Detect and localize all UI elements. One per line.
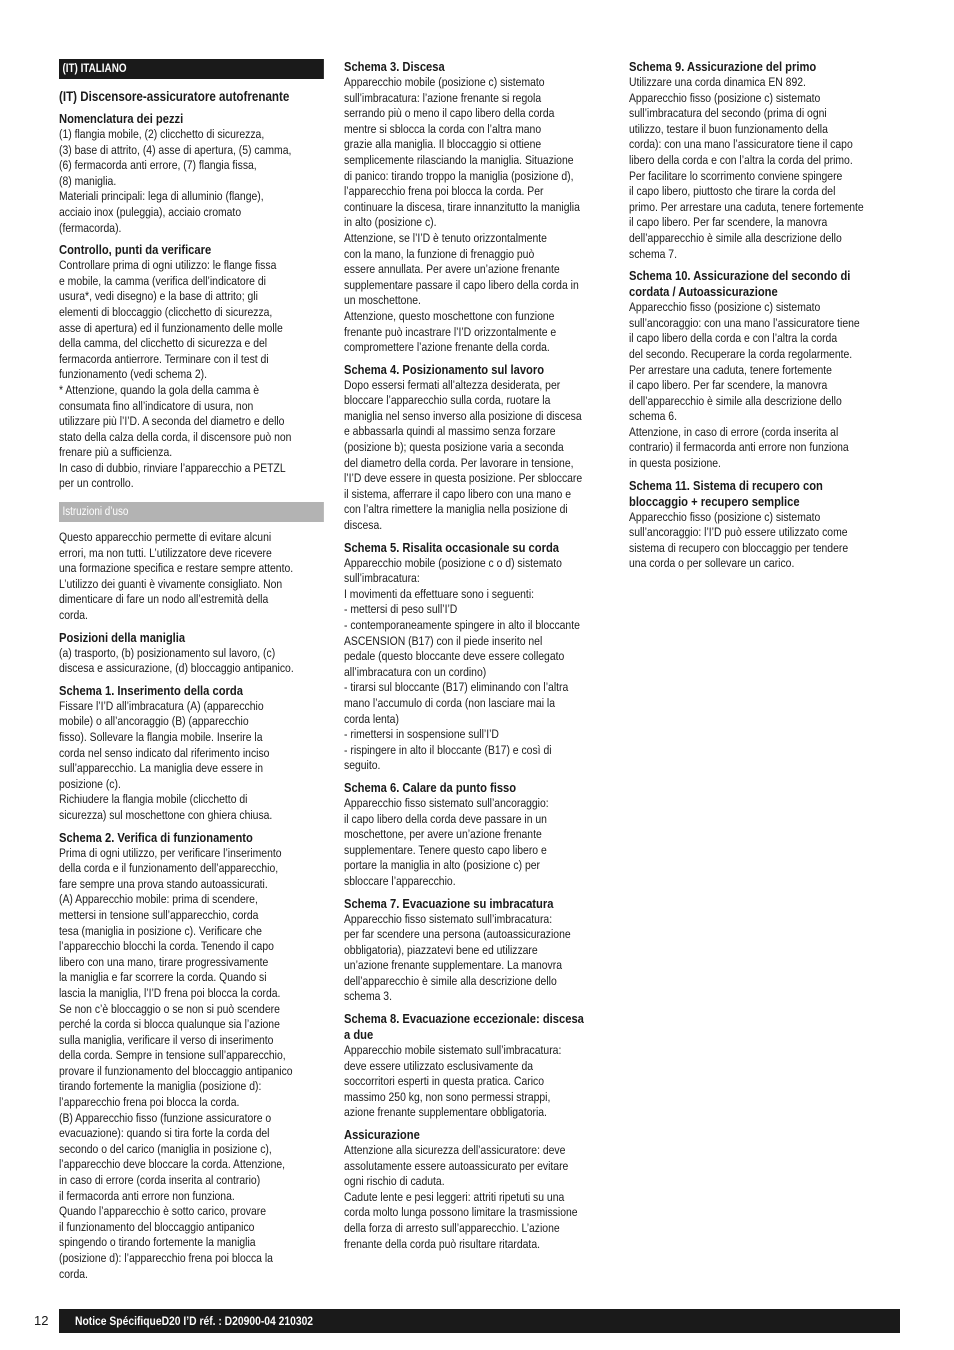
text-schema-11: Apparecchio fisso (posizione c) sistemato sull’ancoraggio: l’I’D può essere utilizzato come sistema di recupero con bloccaggio per tendere una corda o per sollevare un carico. [629, 509, 849, 571]
text-schema-7: Apparecchio fisso sistemato sull’imbracatura: per far scendere una persona (autoassicurazione obbligatoria), piazzatevi bene ed utilizzare un’azione frenante supplementare. La manovra dell’apparecchio è simile alla descrizione dello schema 3. [344, 911, 571, 1004]
text-schema-4: Dopo essersi fermati all’altezza desiderata, per bloccare l’apparecchio sulla corda, ruotare la maniglia nel senso inverso alla posizione di discesa e abbassarla quindi al massimo senza forzare (posizione b); questa posizione varia a seconda del diametro della corda. Per lavorare in tensione, l’I’D deve essere in questa posizione. Per sbloccare il sistema, afferrare il capo libero con una mano e con l’altra rimettere la maniglia nella posizione di discesa. [344, 377, 583, 533]
text-schema-1: Fissare l’I’D all’imbracatura (A) (apparecchio mobile) o all’ancoraggio (B) (apparecchio fisso). Sollevare la flangia mobile. Inserire la corda nel senso indicato dal riferimento inciso sull’apparecchio. La maniglia deve essere in posizione (c). Richiudere la flangia mobile (clicchetto di sicurezza) sul moschettone con ghiera chiusa. [59, 698, 273, 822]
heading-schema-3: Schema 3. Discesa [344, 59, 445, 74]
heading-controllo: Controllo, punti da verificare [59, 242, 212, 258]
heading-schema-2: Schema 2. Verifica di funzionamento [59, 829, 253, 845]
text-posizioni: (a) trasporto, (b) posizionamento sul lavoro, (c) discesa e assicurazione, (d) bloccaggio antipanico. [59, 645, 294, 676]
heading-schema-7: Schema 7. Evacuazione su imbracatura [344, 895, 554, 911]
heading-schema-9: Schema 9. Assicurazione del primo [629, 59, 817, 74]
heading-schema-8: Schema 8. Evacuazione eccezionale: discesa a due [344, 1011, 584, 1043]
text-schema-6: Apparecchio fisso sistemato sull’ancoraggio: il capo libero della corda deve passare in un moschettone, per avere un’azione frenante supplementare. Tenere questo capo libero e portare la maniglia in alto (posizione c) per sbloccare l’apparecchio. [344, 795, 549, 888]
footer-bar [59, 1309, 900, 1333]
heading-posizioni: Posizioni della maniglia [59, 629, 186, 645]
text-schema-9: Utilizzare una corda dinamica EN 892. Apparecchio fisso (posizione c) sistemato sull’imbracatura del secondo (prima di ogni utilizzo, testare il buon funzionamento della corda): con una mano l’assicuratore tiene il capo libero della corda e con l’altra la corda del primo. Per facilitare lo scorrimento conviene spingere il capo libero, piuttosto che tirare la corda del primo. Per arrestare una caduta, tenere fortemente il capo libero. Per far scendere, la manovra dell’apparecchio è simile alla descrizione dello schema 7. [629, 75, 864, 261]
page-number: 12 [34, 1313, 49, 1328]
heading-schema-4: Schema 4. Posizionamento sul lavoro [344, 361, 545, 377]
heading-schema-6: Schema 6. Calare da punto fisso [344, 779, 517, 795]
column-3 [629, 59, 896, 572]
heading-schema-5: Schema 5. Risalita occasionale su corda [344, 539, 560, 555]
document-title: (IT) Discensore-assicuratore autofrenante [59, 89, 290, 104]
heading-schema-10: Schema 10. Assicurazione del secondo di cordata / Autoassicurazione [629, 268, 851, 300]
text-schema-10: Apparecchio fisso (posizione c) sistemato sull’ancoraggio: con una mano l’assicuratore tiene il capo libero della corda e con l’altra la corda del secondo. Recuperare la corda regolarmente. Per arrestare una caduta, tenere fortemente il capo libero. Per far scendere, la manovra dell’apparecchio è simile alla descrizione dello schema 6. Attenzione, in caso di errore (corda inserita al contrario) il fermacorda anti errore non funziona in questa posizione. [629, 300, 860, 471]
section-label-istruzioni: Istruzioni d’uso [59, 502, 324, 522]
text-schema-5: Apparecchio mobile (posizione c o d) sistemato sull’imbracatura: I movimenti da effettuare sono i seguenti: - mettersi di peso sull’I’D - contemporaneamente spingere in alto il bloccante ASCENSION (B17) con il piede inserito nel pedale (questo bloccante deve essere collegato all’imbracatura con un cordino) - tirarsi sul bloccante (B17) eliminando con l’altra mano l’accumulo di corda (non lasciare mai la corda lenta) - rimettersi in sospensione sull’I’D - rispingere in alto il bloccante (B17) e così di seguito. [344, 555, 580, 773]
heading-schema-1: Schema 1. Inserimento della corda [59, 682, 243, 698]
text-nomenclatura: (1) flangia mobile, (2) clicchetto di sicurezza, (3) base di attrito, (4) asse di apertura, (5) camma, (6) fermacorda anti errore, (7) flangia fissa, (8) maniglia. Materiali principali: lega di alluminio (flange), acciaio inox (puleggia), acciaio cromato (fermacorda). [59, 127, 292, 235]
text-schema-8: Apparecchio mobile sistemato sull’imbracatura: deve essere utilizzato esclusivamente da soccorritori esperti in questa pratica. Carico massimo 250 kg, non sono permessi strappi, azione frenante supplementare obbligatoria. [344, 1043, 562, 1120]
heading-nomenclatura: Nomenclatura dei pezzi [59, 111, 184, 126]
text-controllo: Controllare prima di ogni utilizzo: le flange fissa e mobile, la camma (verifica dell’indicatore di usura*, vedi disegno) e la base di attrito; gli elementi di bloccaggio (clicchetto di sicurezza, asse di apertura) ed il funzionamento delle molle della camma, del clicchetto di sicurezza e del fermacorda antierrore. Terminare con il test di funzionamento (vedi schema 2). * Attenzione, quando la gola della camma è consumata fino all’indicatore di usura, non utilizzare più l’I’D. A seconda del diametro e dello stato della calza della corda, il discensore può non frenare più a sufficienza. In caso di dubbio, rinviare l’apparecchio a PETZL per un controllo. [59, 258, 292, 491]
column-1 [59, 59, 324, 1282]
section-label-italiano: (IT) ITALIANO [59, 59, 324, 79]
column-2 [344, 59, 611, 1252]
text-assicurazione: Attenzione alla sicurezza dell’assicuratore: deve assolutamente essere autoassicurato per evitare ogni rischio di caduta. Cadute lente e pesi leggeri: attriti ripetuti su una corda molto lunga possono limitare la trasmissione della forza di arresto sull’apparecchio. L’azione frenante della corda può risultare ritardata. [344, 1143, 578, 1251]
text-istruzioni: Questo apparecchio permette di evitare alcuni errori, ma non tutti. L’utilizzatore deve ricevere una formazione specifica e restare sempre attento. L’utilizzo dei guanti è vivamente consigliato. Non dimenticare di fare un nodo all’estremità della corda. [59, 530, 294, 623]
text-schema-2: Prima di ogni utilizzo, per verificare l’inserimento della corda e il funzionamento dell’apparecchio, fare sempre una prova stando autoassicurati. (A) Apparecchio mobile: prima di scendere, mettersi in tensione sull’apparecchio, corda tesa (maniglia in posizione c). Verificare che l’apparecchio blocchi la corda. Tenendo il capo libero con una mano, tirare progressivamente la maniglia e far scorrere la corda. Quando si lascia la maniglia, l’I’D frena poi blocca la corda. Se non c’è bloccaggio o se non si può scendere perché la corda si blocca qualunque sia l’azione sulla maniglia, verificare il verso di inserimento della corda. Sempre in tensione sull’apparecchio, provare il funzionamento del bloccaggio antipanico tirando fortemente la maniglia (posizione d): l’apparecchio frena poi blocca la corda. (B) Apparecchio fisso (funzione assicuratore o evacuazione): quando si tira forte la corda del secondo o del carico (maniglia in posizione c), l’apparecchio deve bloccare la corda. Attenzione, in caso di errore (corda inserita al contrario) il fermacorda anti errore non funziona. Quando l’apparecchio è sotto carico, provare il funzionamento del bloccaggio antipanico spingendo o tirando fortemente la maniglia (posizione d): l’apparecchio frena poi blocca la corda. [59, 845, 293, 1281]
heading-schema-11: Schema 11. Sistema di recupero con bloccaggio + recupero semplice [629, 477, 823, 509]
footer-text: Notice SpécifiqueD20 I’D réf. : D20900-04 210302 [75, 1314, 314, 1328]
text-schema-3: Apparecchio mobile (posizione c) sistemato sull’imbracatura: l’azione frenante si regola serrando più o meno il capo libero della corda mentre si sblocca la corda con l’altra mano grazie alla maniglia. Il bloccaggio si ottiene semplicemente rilasciando la maniglia. Situazione di panico: tirando troppo la maniglia (posizione d), l’apparecchio frena poi blocca la corda. Per continuare la discesa, tirare innanzitutto la maniglia in alto (posizione c). Attenzione, se l’I’D è tenuto orizzontalmente con la mano, la funzione di frenaggio può essere annullata. Per avere un’azione frenante supplementare passare il capo libero della corda in un moschettone. Attenzione, questo moschettone con funzione frenante può incastrare l’I’D orizzontalmente e compromettere l’azione frenante della corda. [344, 75, 580, 355]
heading-assicurazione: Assicurazione [344, 1127, 420, 1143]
